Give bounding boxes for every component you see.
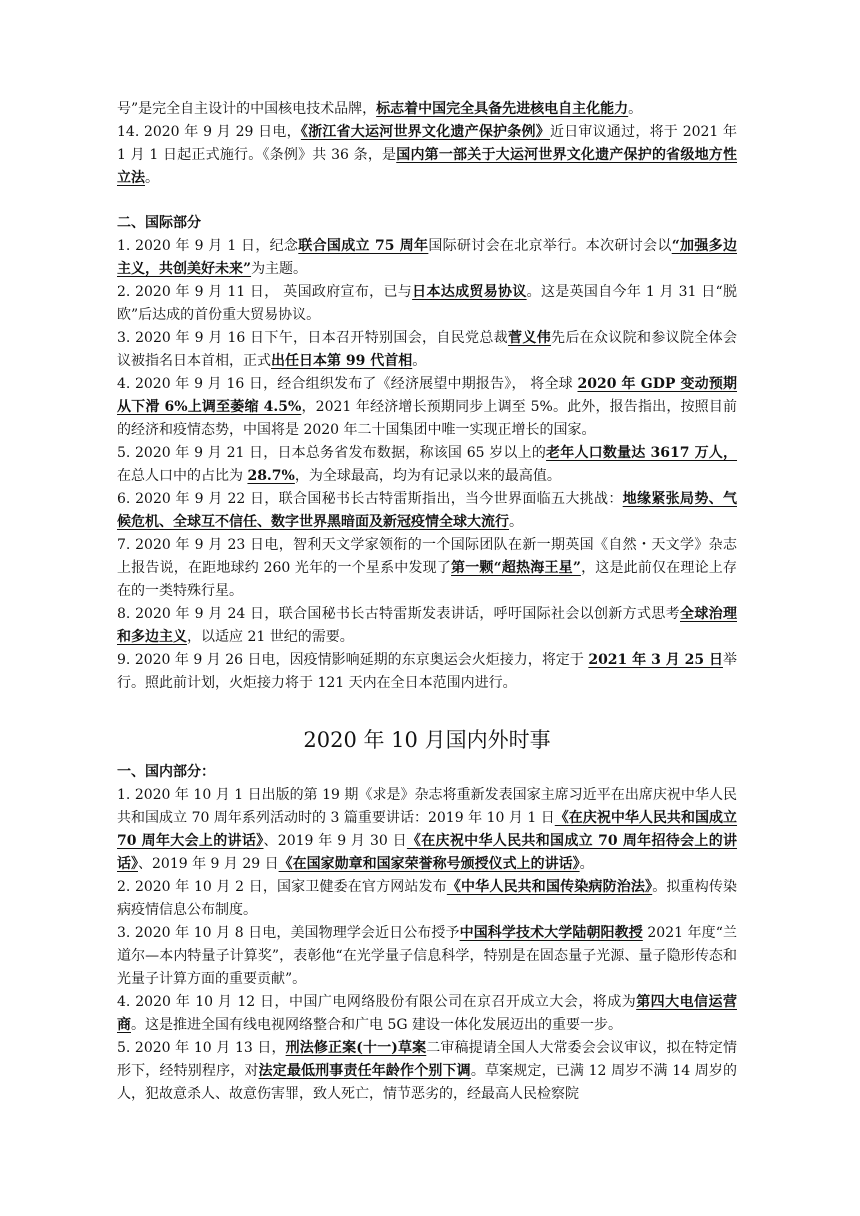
text-run: 8. 2020 年 9 月 24 日，联合国秘书长古特雷斯发表讲话，呼吁国际社会以创新方式思考 <box>117 606 680 622</box>
text-run: 9. 2020 年 9 月 26 日电，因疫情影响延期的东京奥运会火炬接力，将定于 <box>117 652 589 668</box>
text-run: 。 <box>509 514 523 530</box>
text-run: 3. 2020 年 10 月 8 日电，美国物理学会近日公布授予 <box>117 925 460 941</box>
text-run: ，2021 年经济增长预期同步上调至 5%。此外，报告指出，按照目前的经济和疫情态势，中国将是 2020 年二十国集团中唯一实现正增长的国家。 <box>117 399 737 438</box>
news-item <box>117 98 737 121</box>
section-domestic <box>117 784 737 1106</box>
news-item <box>117 235 737 281</box>
news-item <box>117 1037 737 1106</box>
text-run: 2021 年度“兰道尔—本内特量子计算奖”，表彰他“在光学量子信息科学，特别是在固态量子光源、量子隐形传态和光量子计算方面的重要贡献”。 <box>117 925 737 987</box>
key-phrase: 地缘紧张局势、气候危机、全球互不信任、数字世界黑暗面及新冠疫情全球大流行 <box>117 491 737 530</box>
text-run: 6. 2020 年 9 月 22 日，联合国秘书长古特雷斯指出，当今世界面临五大挑战： <box>117 491 623 507</box>
key-phrase: 菅义伟 <box>508 330 552 346</box>
text-run: ，以适应 21 世纪的需要。 <box>187 629 354 645</box>
text-run: 在总人口中的占比为 <box>117 468 248 484</box>
news-item <box>117 922 737 991</box>
text-run: 1. 2020 年 9 月 1 日，纪念 <box>117 238 299 254</box>
key-phrase: 《中华人民共和国传染病防治法》 <box>446 879 653 895</box>
text-run: 2. 2020 年 9 月 11 日， 英国政府宣布，已与 <box>117 284 413 300</box>
text-run: 5. 2020 年 9 月 21 日，日本总务省发布数据，称该国 65 岁以上的 <box>117 445 547 461</box>
news-item <box>117 373 737 442</box>
news-item <box>117 327 737 373</box>
news-item <box>117 649 737 695</box>
text-run: 5. 2020 年 10 月 13 日， <box>117 1040 286 1056</box>
text-run: 3. 2020 年 9 月 16 日下午，日本召开特别国会，自民党总裁 <box>117 330 509 346</box>
text-run: 。拟重构传染病疫情信息公布制度。 <box>117 879 738 918</box>
section-international <box>117 235 737 695</box>
key-phrase: “加强多边主义，共创美好未来” <box>117 238 737 277</box>
news-item <box>117 876 737 922</box>
text-run: ，这是此前仅在理论上存在的一类特殊行星。 <box>117 560 738 599</box>
text-run: 。这是英国自今年 1 月 31 日“脱欧”后达成的首份重大贸易协议。 <box>117 284 738 323</box>
key-phrase: 中国科学技术大学陆朝阳教授 <box>459 925 643 941</box>
text-run: 7. 2020 年 9 月 23 日电，智利天文学家领衔的一个国际团队在新一期英国《自然・天文学》杂志上报告说，在距地球约 260 光年的一个星系中发现了 <box>117 537 737 576</box>
text-run: 、2019 年 9 月 29 日 <box>138 856 279 872</box>
october-title: 2020 年 10 月国内外时事 <box>303 728 551 752</box>
text-run: 举行。照此前计划，火炬接力将于 121 天内在全日本范围内进行。 <box>117 652 737 691</box>
domestic-heading: 一、国内部分： <box>117 764 215 780</box>
section-continued-domestic <box>117 98 737 190</box>
key-phrase: 日本达成贸易协议 <box>412 284 527 300</box>
text-run: 2. 2020 年 10 月 2 日，国家卫健委在官方网站发布 <box>117 879 447 895</box>
key-phrase: 《在庆祝中华人民共和国成立 70 周年大会上的讲话》 <box>117 810 738 849</box>
key-phrase: 法定最低刑事责任年龄作个别下调 <box>258 1063 471 1079</box>
text-run: ，为全球最高，均为有记录以来的最高值。 <box>294 468 561 484</box>
news-item <box>117 991 737 1037</box>
text-run: 国际研讨会在北京举行。本次研讨会以 <box>428 238 672 254</box>
text-run: 14. 2020 年 9 月 29 日电， <box>117 124 301 140</box>
key-phrase: 老年人口数量达 3617 万人， <box>546 445 738 461</box>
key-phrase: 《浙江省大运河世界文化遗产保护条例》 <box>300 124 550 140</box>
key-phrase: 《在国家勋章和国家荣誉称号颁授仪式上的讲话》 <box>278 856 580 872</box>
text-run: 号”是完全自主设计的中国核电技术品牌， <box>117 101 377 117</box>
key-phrase: 第一颗“超热海王星” <box>451 560 581 576</box>
text-run: 二审稿提请全国人大常委会会议审议，拟在特定情形下，经特别程序，对 <box>117 1040 737 1079</box>
key-phrase: 联合国成立 75 周年 <box>298 238 429 254</box>
news-item <box>117 281 737 327</box>
key-phrase: 2020 年 GDP 变动预期从下滑 6%上调至萎缩 4.5% <box>117 376 738 415</box>
news-item <box>117 603 737 649</box>
key-phrase: 标志着中国完全具备先进核电自主化能力 <box>376 101 629 117</box>
text-run: 。这是推进全国有线电视网络整合和广电 5G 建设一体化发展迈出的重要一步。 <box>131 1017 622 1033</box>
text-run: 4. 2020 年 10 月 12 日，中国广电网络股份有限公司在京召开成立大会，将成为 <box>117 994 637 1010</box>
text-run: 先后在众议院和参议院全体会议被指名日本首相，正式 <box>117 330 738 369</box>
text-run: 4. 2020 年 9 月 16 日，经合组织发布了《经济展望中期报告》， 将全球 <box>117 376 578 392</box>
text-run: 近日审议通过，将于 2021 年 1 月 1 日起正式施行。《条例》共 36 条，是 <box>117 124 738 163</box>
text-run: 。 <box>579 856 594 872</box>
text-run: 、2019 年 9 月 30 日 <box>263 833 407 849</box>
key-phrase: 2021 年 3 月 25 日 <box>588 652 723 668</box>
text-run: 。草案规定，已满 12 周岁不满 14 周岁的人，犯故意杀人、故意伤害罪，致人死亡，情节恶劣的，经最高人民检察院 <box>117 1063 738 1102</box>
news-item <box>117 442 737 488</box>
text-run: 为主题。 <box>251 261 308 277</box>
news-item <box>117 488 737 534</box>
intl-heading: 二、国际部分 <box>117 215 201 231</box>
text-run: 。 <box>628 101 643 117</box>
key-phrase: 28.7% <box>247 468 295 484</box>
text-run: 。 <box>412 353 427 369</box>
key-phrase: 《在庆祝中华人民共和国成立 70 周年招待会上的讲话》 <box>117 833 738 872</box>
news-item <box>117 534 737 603</box>
news-item <box>117 121 737 190</box>
key-phrase: 全球治理和多边主义 <box>117 606 737 645</box>
document-page <box>117 98 737 1106</box>
news-item <box>117 784 737 876</box>
text-run: 。 <box>145 170 159 186</box>
key-phrase: 第四大电信运营商 <box>117 994 737 1033</box>
key-phrase: 刑法修正案(十一)草案 <box>285 1040 427 1056</box>
text-run: 1. 2020 年 10 月 1 日出版的第 19 期《求是》杂志将重新发表国家主席习近平在出席庆祝中华人民共和国成立 70 周年系列活动时的 3 篇重要讲话：2019 年 10 月 1 日 <box>117 787 737 826</box>
key-phrase: 出任日本第 99 代首相 <box>271 353 413 369</box>
key-phrase: 国内第一部关于大运河世界文化遗产保护的省级地方性立法 <box>117 147 737 186</box>
